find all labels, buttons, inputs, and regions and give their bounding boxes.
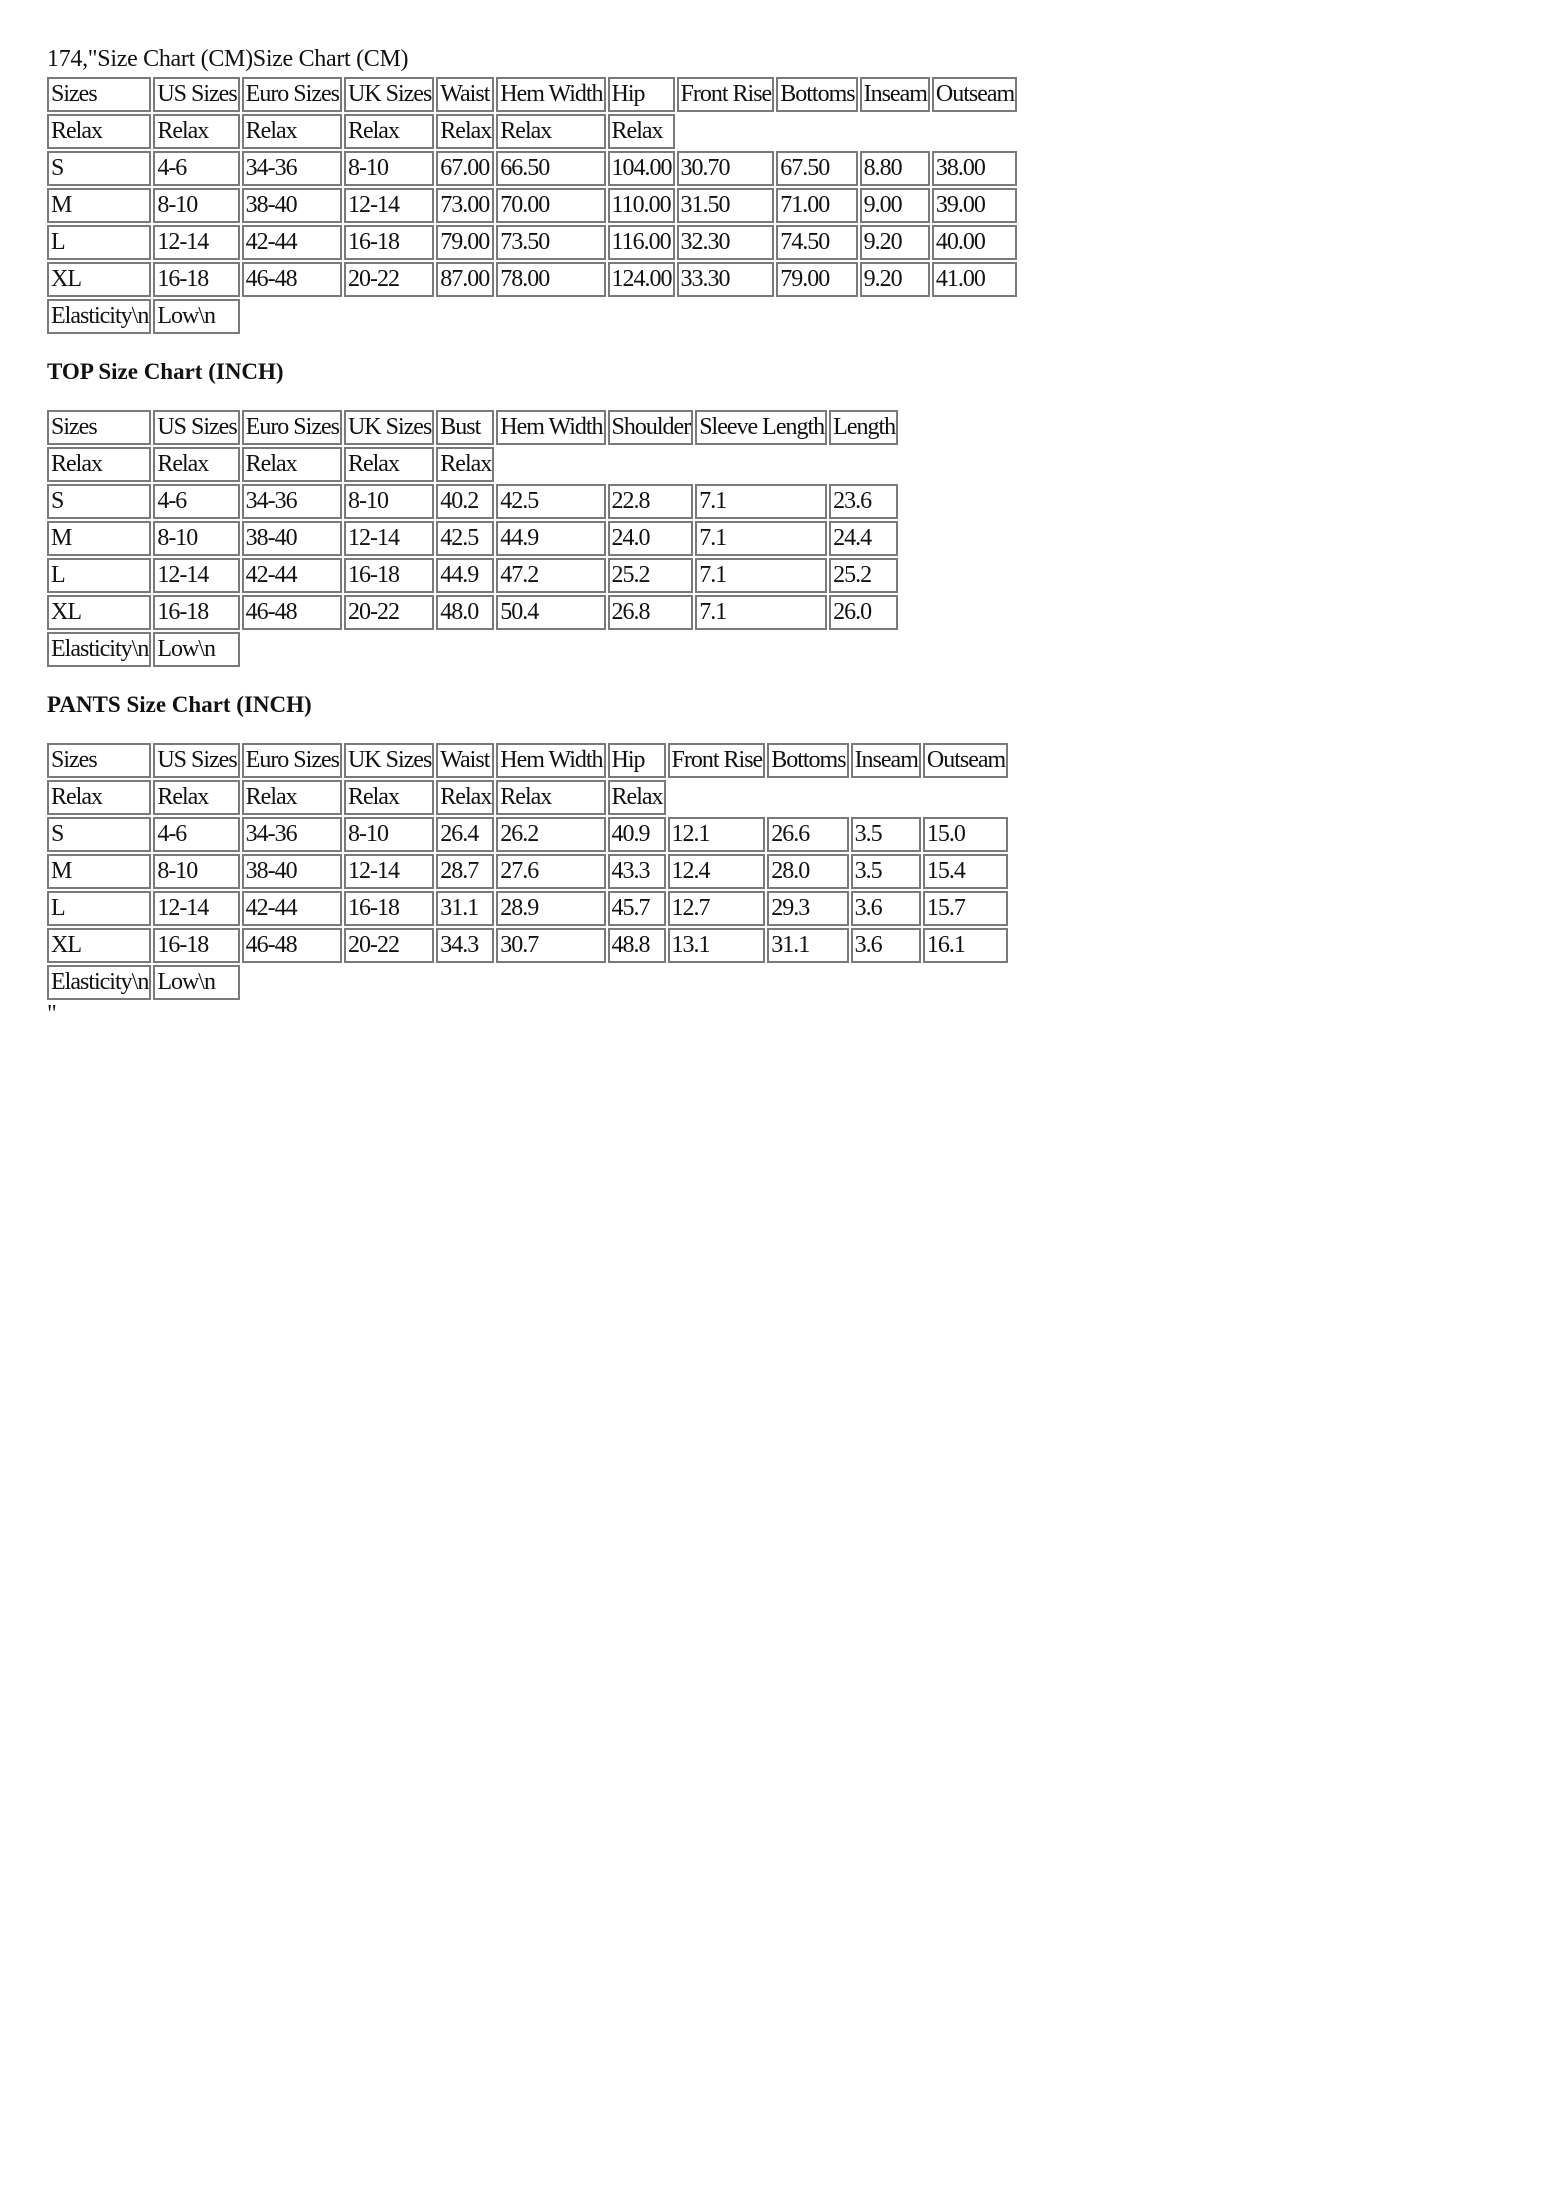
table-row (47, 151, 1017, 186)
table-cell: 73.50 (496, 225, 605, 260)
table-row (47, 188, 1017, 223)
table-row (47, 854, 1008, 889)
table-cell: 40.9 (608, 817, 666, 852)
table-row (47, 891, 1008, 926)
table-cell: 9.20 (860, 262, 930, 297)
table-cell: 26.6 (767, 817, 848, 852)
table-cell: 8-10 (153, 188, 239, 223)
table-cell: 24.4 (829, 521, 898, 556)
table-cell: 33.30 (677, 262, 775, 297)
table-cell: 34.3 (436, 928, 494, 963)
table-cell: S (47, 151, 151, 186)
table-cell: 34-36 (242, 817, 342, 852)
table-cell: Low\n (153, 632, 239, 667)
table-cell: 16-18 (344, 558, 434, 593)
table-row (47, 928, 1008, 963)
table-cell: 38-40 (242, 854, 342, 889)
table-header-cell: Front Rise (677, 77, 775, 112)
table-cell: 41.00 (932, 262, 1017, 297)
table-cell: 70.00 (496, 188, 605, 223)
table-header-cell: Shoulder (608, 410, 694, 445)
table-cell: 16-18 (344, 225, 434, 260)
table-cell: 42-44 (242, 225, 342, 260)
table-cell: 38-40 (242, 188, 342, 223)
table-header-cell: Euro Sizes (242, 743, 342, 778)
table-header-cell: Waist (436, 743, 494, 778)
table-cell: 7.1 (695, 595, 827, 630)
table-header-cell: Length (829, 410, 898, 445)
table-cell: 7.1 (695, 521, 827, 556)
table-cell: 27.6 (496, 854, 605, 889)
table-cell: 13.1 (668, 928, 766, 963)
table-cell: 30.7 (496, 928, 605, 963)
table-cell: 34-36 (242, 484, 342, 519)
table-cell: Elasticity\n (47, 965, 151, 1000)
table-cell: Relax (47, 447, 151, 482)
table-header-cell: Bust (436, 410, 494, 445)
empty-cell (496, 447, 898, 482)
table-cell: 48.8 (608, 928, 666, 963)
table-cell: Elasticity\n (47, 299, 151, 334)
table-cell: 26.8 (608, 595, 694, 630)
table-cell: 8.80 (860, 151, 930, 186)
table-cell: 22.8 (608, 484, 694, 519)
empty-cell (242, 632, 898, 667)
table-cell: 66.50 (496, 151, 605, 186)
table-cell: 67.50 (776, 151, 857, 186)
table-cell: S (47, 817, 151, 852)
table-cell: Relax (242, 780, 342, 815)
table-cell: 110.00 (608, 188, 675, 223)
table-cell: 29.3 (767, 891, 848, 926)
table-cell: 46-48 (242, 928, 342, 963)
table-header-cell: UK Sizes (344, 410, 434, 445)
table-cell: 79.00 (776, 262, 857, 297)
table-cell: 8-10 (344, 151, 434, 186)
table-header-cell: Euro Sizes (242, 77, 342, 112)
table-cell: 39.00 (932, 188, 1017, 223)
table-header-cell: Hip (608, 77, 675, 112)
document-page (47, 45, 1019, 1027)
table-cell: Relax (496, 114, 605, 149)
table-cell: 104.00 (608, 151, 675, 186)
table-cell: 12-14 (344, 521, 434, 556)
table-cell: 3.6 (851, 891, 921, 926)
table-cell: 12.7 (668, 891, 766, 926)
pants-size-chart-table (45, 741, 1010, 1002)
table-cell: 15.7 (923, 891, 1008, 926)
document-intro: 174,"Size Chart (CM)Size Chart (CM) (47, 46, 409, 72)
table-cell: 30.70 (677, 151, 775, 186)
table-cell: 8-10 (344, 484, 434, 519)
empty-cell (242, 299, 1018, 334)
table-cell: Relax (153, 114, 239, 149)
table-header-cell: US Sizes (153, 743, 239, 778)
table-header-cell: Bottoms (776, 77, 857, 112)
table-header-cell: Sizes (47, 77, 151, 112)
table-cell: Relax (344, 114, 434, 149)
table-cell: 12.4 (668, 854, 766, 889)
table-row (47, 447, 898, 482)
table-row (47, 484, 898, 519)
table-cell: 87.00 (436, 262, 494, 297)
table-cell: XL (47, 928, 151, 963)
empty-cell (668, 780, 1009, 815)
table-header-row (47, 77, 1017, 112)
table-cell: 42-44 (242, 558, 342, 593)
table-header-cell: Outseam (923, 743, 1008, 778)
table-cell: S (47, 484, 151, 519)
table-cell: 50.4 (496, 595, 605, 630)
table-cell: Elasticity\n (47, 632, 151, 667)
table-cell: 15.0 (923, 817, 1008, 852)
table-cell: 12-14 (153, 891, 239, 926)
table-cell: Relax (436, 114, 494, 149)
table-cell: 31.1 (767, 928, 848, 963)
table-cell: 48.0 (436, 595, 494, 630)
table-cell: Relax (47, 780, 151, 815)
table-cell: 9.20 (860, 225, 930, 260)
table-cell: Relax (242, 114, 342, 149)
table-cell: XL (47, 262, 151, 297)
table-cell: 7.1 (695, 484, 827, 519)
table-cell: 28.7 (436, 854, 494, 889)
table-cell: 16-18 (153, 928, 239, 963)
table-cell: Relax (436, 447, 494, 482)
table-row (47, 521, 898, 556)
table-cell: 3.5 (851, 854, 921, 889)
table-cell: 7.1 (695, 558, 827, 593)
table-cell: 28.9 (496, 891, 605, 926)
table-row (47, 780, 1008, 815)
table-cell: 15.4 (923, 854, 1008, 889)
table-cell: 9.00 (860, 188, 930, 223)
table-cell: 42.5 (496, 484, 605, 519)
table-header-row (47, 743, 1008, 778)
table-header-cell: Euro Sizes (242, 410, 342, 445)
table-header-cell: Sizes (47, 410, 151, 445)
table-cell: 4-6 (153, 151, 239, 186)
table-cell: 12-14 (153, 225, 239, 260)
table-header-cell: Hip (608, 743, 666, 778)
table-cell: 124.00 (608, 262, 675, 297)
table-cell: 24.0 (608, 521, 694, 556)
table-cell: 20-22 (344, 262, 434, 297)
table-cell: 31.50 (677, 188, 775, 223)
table-cell: Relax (608, 780, 666, 815)
empty-cell (677, 114, 1018, 149)
table-cell: L (47, 225, 151, 260)
table-cell: Low\n (153, 299, 239, 334)
table-cell: 8-10 (153, 854, 239, 889)
table-cell: 32.30 (677, 225, 775, 260)
table-header-cell: Front Rise (668, 743, 766, 778)
table-row (47, 558, 898, 593)
table-cell: 26.2 (496, 817, 605, 852)
table-cell: 40.2 (436, 484, 494, 519)
table-cell: 34-36 (242, 151, 342, 186)
table-cell: 74.50 (776, 225, 857, 260)
table-cell: Relax (608, 114, 675, 149)
table-cell: Relax (153, 447, 239, 482)
table-cell: M (47, 188, 151, 223)
table-cell: 12.1 (668, 817, 766, 852)
table-row (47, 817, 1008, 852)
table-cell: 4-6 (153, 817, 239, 852)
table-cell: 38-40 (242, 521, 342, 556)
table-cell: 26.4 (436, 817, 494, 852)
table-header-cell: Waist (436, 77, 494, 112)
table-row (47, 299, 1017, 334)
table-cell: 79.00 (436, 225, 494, 260)
top-size-chart-heading: TOP Size Chart (INCH) (47, 359, 284, 384)
table-cell: Low\n (153, 965, 239, 1000)
table-header-cell: Sizes (47, 743, 151, 778)
table-row (47, 595, 898, 630)
table-header-cell: Hem Width (496, 77, 605, 112)
table-row (47, 262, 1017, 297)
table-cell: 23.6 (829, 484, 898, 519)
table-header-cell: Hem Width (496, 410, 605, 445)
table-cell: 71.00 (776, 188, 857, 223)
table-cell: 67.00 (436, 151, 494, 186)
table-cell: L (47, 891, 151, 926)
table-cell: 8-10 (344, 817, 434, 852)
table-cell: 42.5 (436, 521, 494, 556)
table-cell: M (47, 854, 151, 889)
table-cell: 25.2 (608, 558, 694, 593)
table-cell: Relax (436, 780, 494, 815)
document-tail: " (47, 1001, 57, 1027)
table-cell: 46-48 (242, 595, 342, 630)
table-cell: L (47, 558, 151, 593)
table-header-cell: UK Sizes (344, 743, 434, 778)
table-cell: 46-48 (242, 262, 342, 297)
table-cell: 12-14 (153, 558, 239, 593)
table-header-cell: Bottoms (767, 743, 848, 778)
top-size-chart-table (45, 408, 900, 669)
empty-cell (242, 965, 1009, 1000)
table-cell: 12-14 (344, 188, 434, 223)
table-cell: 31.1 (436, 891, 494, 926)
table-cell: 16.1 (923, 928, 1008, 963)
table-cell: 3.6 (851, 928, 921, 963)
table-cell: 16-18 (344, 891, 434, 926)
table-cell: 43.3 (608, 854, 666, 889)
table-cell: 78.00 (496, 262, 605, 297)
table-cell: 16-18 (153, 262, 239, 297)
table-cell: 25.2 (829, 558, 898, 593)
table-cell: XL (47, 595, 151, 630)
table-cell: 45.7 (608, 891, 666, 926)
table-row (47, 114, 1017, 149)
table-cell: Relax (344, 780, 434, 815)
table-cell: Relax (47, 114, 151, 149)
table-header-cell: Outseam (932, 77, 1017, 112)
table-cell: 28.0 (767, 854, 848, 889)
table-row (47, 965, 1008, 1000)
table-cell: 26.0 (829, 595, 898, 630)
table-row (47, 632, 898, 667)
table-cell: Relax (496, 780, 605, 815)
table-header-cell: Inseam (860, 77, 930, 112)
table-header-cell: Inseam (851, 743, 921, 778)
table-cell: 12-14 (344, 854, 434, 889)
table-cell: Relax (153, 780, 239, 815)
table-header-cell: US Sizes (153, 410, 239, 445)
table-cell: 4-6 (153, 484, 239, 519)
table-header-row (47, 410, 898, 445)
table-cell: 44.9 (496, 521, 605, 556)
table-cell: 40.00 (932, 225, 1017, 260)
size-chart-cm-table (45, 75, 1019, 336)
table-cell: 20-22 (344, 928, 434, 963)
table-cell: 16-18 (153, 595, 239, 630)
table-cell: Relax (344, 447, 434, 482)
table-cell: 3.5 (851, 817, 921, 852)
table-cell: 44.9 (436, 558, 494, 593)
table-header-cell: Sleeve Length (695, 410, 827, 445)
table-header-cell: US Sizes (153, 77, 239, 112)
table-cell: 42-44 (242, 891, 342, 926)
table-cell: 20-22 (344, 595, 434, 630)
table-cell: 47.2 (496, 558, 605, 593)
pants-size-chart-heading: PANTS Size Chart (INCH) (47, 692, 312, 717)
table-cell: 8-10 (153, 521, 239, 556)
table-header-cell: UK Sizes (344, 77, 434, 112)
table-header-cell: Hem Width (496, 743, 605, 778)
table-cell: 38.00 (932, 151, 1017, 186)
table-cell: M (47, 521, 151, 556)
table-cell: 73.00 (436, 188, 494, 223)
table-cell: Relax (242, 447, 342, 482)
table-row (47, 225, 1017, 260)
table-cell: 116.00 (608, 225, 675, 260)
